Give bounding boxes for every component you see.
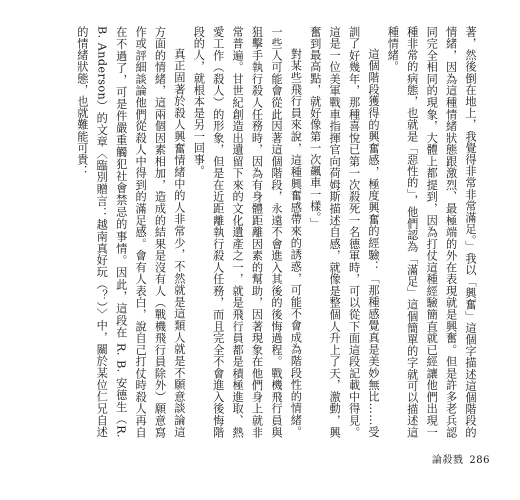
paragraph: 著，然後倒在地上，我覺得非常非常滿足。」我以「興奮」這個字描述這個階段的情緒，因為這種情緒狀態跟激烈、最極端的外在表現就是興奮。但是許多老兵認同完全相同的現象，大體上都提到，因為打仗這種經驗簡直就已經讓他們出現一種非常的病態，也就是「惡性的」，他們認為「滿足」這個簡單的字就可以描述這種情緒。 <box>386 26 477 438</box>
paragraph: 真正固著於殺人興奮情緒中的人非常少，不然就是這類人就是不願意談論這方面的情緒，這兩個因素相加，造成的結果是沒有人（戰機飛行員除外）願意寫作或評細談論他們從殺人中得到的滿足感。會有人表白，說自己打仗時殺人再自在不過了，可是件嚴重觸犯社會禁忌的事情。因此，這段在 R. B. 安德生（R. B. Anderson）的文章〈臨別贈言：越南真好玩（？）〉中，關於某位仁兄自述的情緒狀態，也就難能可貴： <box>75 26 186 438</box>
body-text <box>60 26 480 438</box>
page-footer <box>426 451 490 466</box>
paragraph: 對某些飛行員來說，這種興奮感帶來的誘惑，可能不會成為階段性的情緒。一些人可能會從此因著這個階段，永遠不會進入其後的後悔過程。戰機飛行員與狙擊手執行殺人任務時，因為有身體距離因素的幫助，因著現象在他們身上就非常普遍。甘世紀創造出遺留下來的文化遺產之一，就是飛行員都是積極進取、熱愛工作（殺人）的形象，但是在近距離執行殺人任務，而且完全不會進入後悔階段的人，就根本是另一回事。 <box>192 26 303 438</box>
running-title: 論殺戮 <box>431 455 464 466</box>
paragraph: 這個階段獲得的興奮感，極度興奮的經驗：「那種感覺真是美妙無比……受訓了好幾年，那種喜悅已第一次殺死一名德軍時，可以從下面這段記載中得見。這是一位美軍戰車指揮官向荷姆斯描述自感，就像是整個人升上了天，激動，興奮到最高點，就好像第一次飆車一樣。」 <box>308 26 380 438</box>
page-number: 286 <box>469 455 490 466</box>
